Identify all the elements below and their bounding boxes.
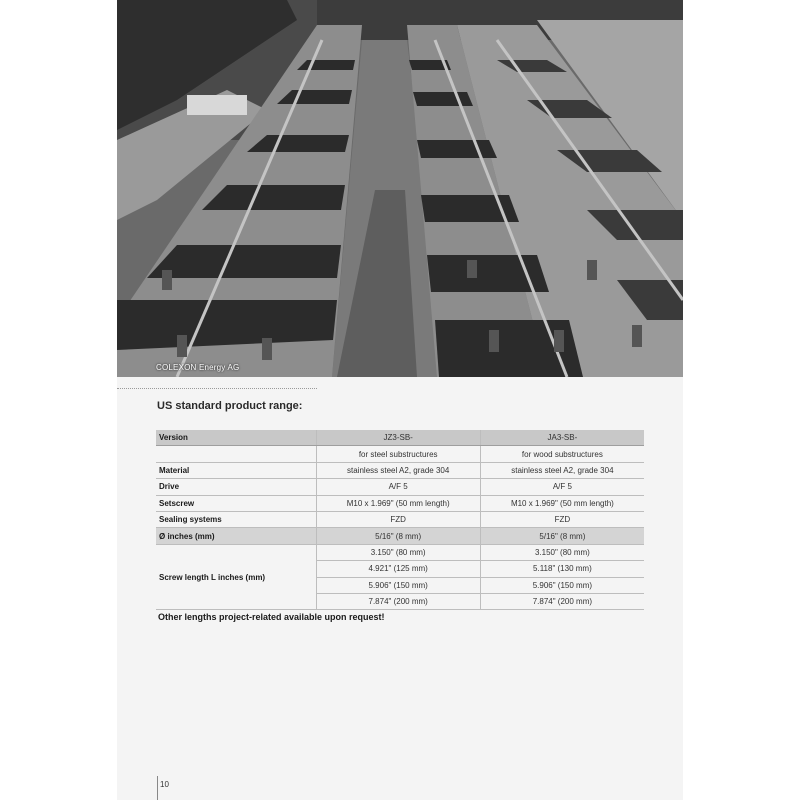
cell: M10 x 1.969" (50 mm length)	[480, 495, 644, 511]
substructure-col1: for steel substructures	[316, 446, 480, 462]
row-label: Ø inches (mm)	[156, 528, 316, 544]
row-label: Setscrew	[156, 495, 316, 511]
cell: 3.150" (80 mm)	[316, 544, 480, 560]
table-row	[156, 544, 644, 560]
cell: 4.921" (125 mm)	[316, 561, 480, 577]
version-col2: JA3-SB-	[480, 430, 644, 446]
page-number: 10	[160, 780, 169, 789]
footnote: Other lengths project-related available upon request!	[158, 612, 385, 622]
table-row	[156, 495, 644, 511]
cell: stainless steel A2, grade 304	[480, 462, 644, 478]
cell: M10 x 1.969" (50 mm length)	[316, 495, 480, 511]
substructure-col2: for wood substructures	[480, 446, 644, 462]
rooftop-solar-photo	[117, 0, 683, 377]
table-row	[156, 528, 644, 544]
row-label: Sealing systems	[156, 511, 316, 527]
table-row	[156, 479, 644, 495]
cell: 5.906" (150 mm)	[316, 577, 480, 593]
table-row	[156, 511, 644, 527]
cell: 7.874" (200 mm)	[316, 593, 480, 609]
row-label: Drive	[156, 479, 316, 495]
aerial-photo-illustration	[117, 0, 683, 377]
cell: 5.906" (150 mm)	[480, 577, 644, 593]
cell: FZD	[480, 511, 644, 527]
dotted-divider	[117, 388, 317, 389]
cell: A/F 5	[480, 479, 644, 495]
empty-label	[156, 446, 316, 462]
row-label: Material	[156, 462, 316, 478]
product-range-table	[156, 430, 644, 610]
photo-credit: COLEXON Energy AG	[156, 363, 240, 372]
cell: A/F 5	[316, 479, 480, 495]
section-title: US standard product range:	[157, 400, 303, 412]
table-header-row	[156, 430, 644, 446]
cell: 7.874" (200 mm)	[480, 593, 644, 609]
screw-length-label: Screw length L inches (mm)	[156, 544, 316, 610]
cell: stainless steel A2, grade 304	[316, 462, 480, 478]
version-label: Version	[156, 430, 316, 446]
cell: 5/16" (8 mm)	[316, 528, 480, 544]
cell: 3.150" (80 mm)	[480, 544, 644, 560]
page-number-rule	[157, 776, 158, 800]
cell: FZD	[316, 511, 480, 527]
table-row	[156, 446, 644, 462]
version-col1: JZ3-SB-	[316, 430, 480, 446]
cell: 5/16" (8 mm)	[480, 528, 644, 544]
cell: 5.118" (130 mm)	[480, 561, 644, 577]
table-row	[156, 462, 644, 478]
